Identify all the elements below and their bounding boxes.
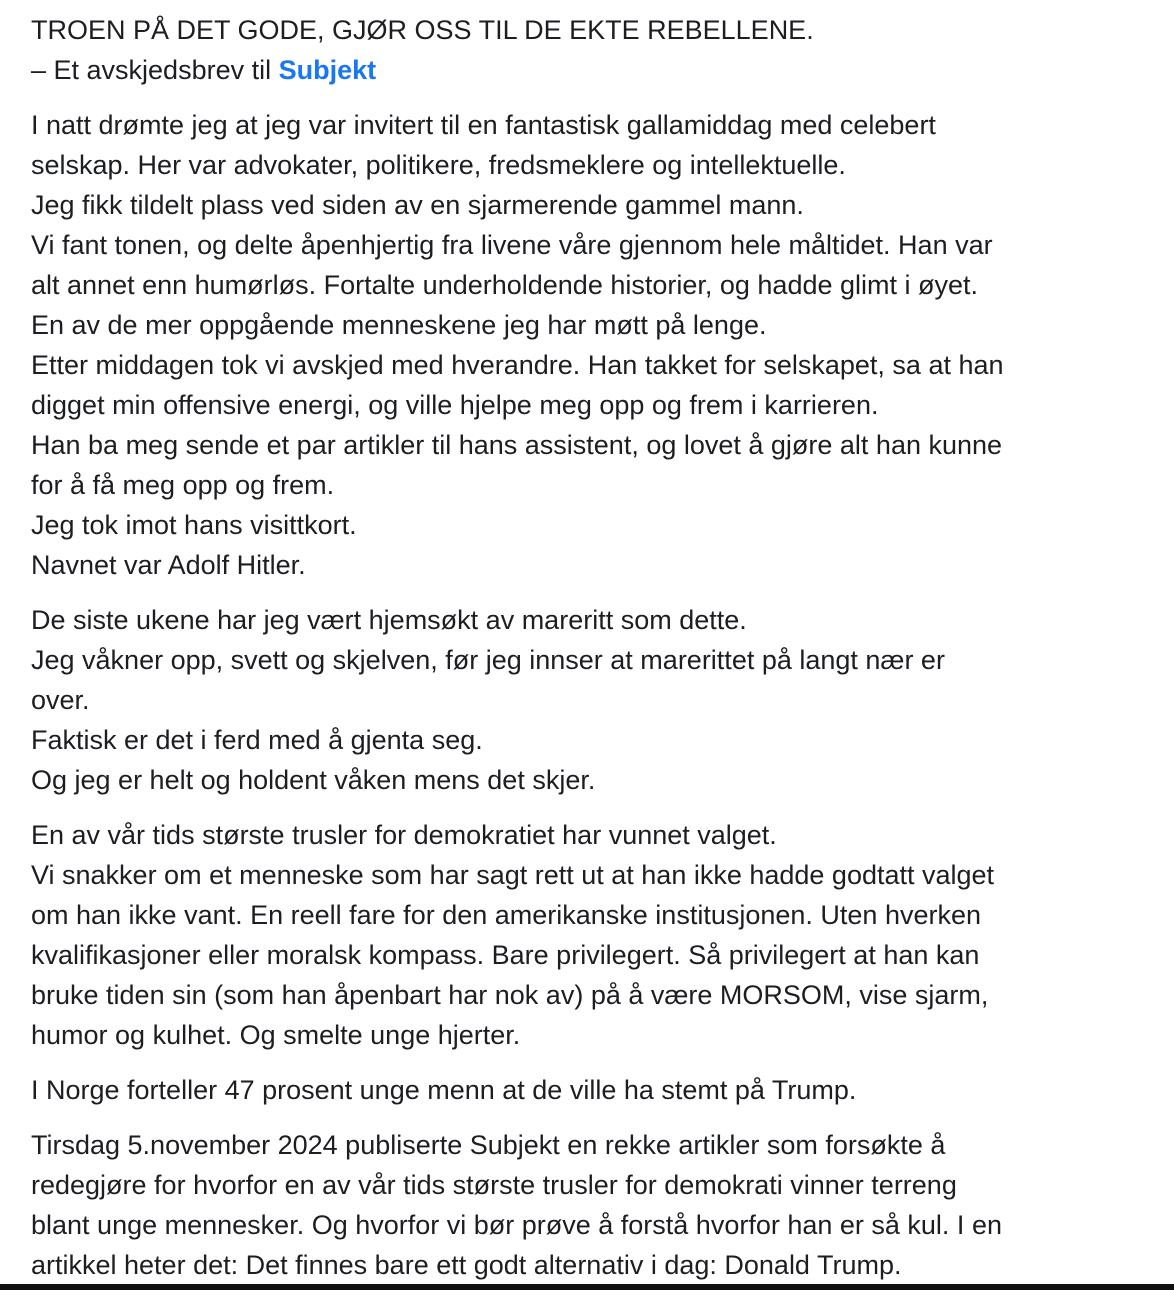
subtitle-text: – Et avskjedsbrev til: [31, 55, 279, 85]
paragraph-line: Tirsdag 5.november 2024 publiserte Subjekt en rekke artikler som forsøkte å: [31, 1130, 946, 1160]
paragraph-line: alt annet enn humørløs. Fortalte underholdende historier, og hadde glimt i øyet.: [31, 270, 979, 300]
paragraph-line: Jeg tok imot hans visittkort.: [31, 510, 357, 540]
paragraph-line: om han ikke vant. En reell fare for den amerikanske institusjonen. Uten hverken: [31, 900, 981, 930]
paragraph-line: En av vår tids største trusler for demokratiet har vunnet valget.: [31, 820, 777, 850]
post-title: TROEN PÅ DET GODE, GJØR OSS TIL DE EKTE REBELLENE.: [31, 15, 814, 45]
post-paragraph: [31, 105, 1156, 585]
paragraph-line: Vi snakker om et menneske som har sagt rett ut at han ikke hadde godtatt valget: [31, 860, 995, 890]
post-paragraph: [31, 1070, 1156, 1110]
paragraph-line: kvalifikasjoner eller moralsk kompass. Bare privilegert. Så privilegert at han kan: [31, 940, 980, 970]
paragraph-line: Han ba meg sende et par artikler til hans assistent, og lovet å gjøre alt han kunne: [31, 430, 1003, 460]
paragraph-line: Etter middagen tok vi avskjed med hverandre. Han takket for selskapet, sa at han: [31, 350, 1004, 380]
paragraph-line: Navnet var Adolf Hitler.: [31, 550, 306, 580]
paragraph-line: Jeg våkner opp, svett og skjelven, før jeg innser at marerittet på langt nær er: [31, 645, 945, 675]
paragraph-line: Faktisk er det i ferd med å gjenta seg.: [31, 725, 483, 755]
post-subtitle: [31, 50, 1156, 90]
post-paragraph: [31, 1125, 1156, 1285]
post-paragraphs: [31, 105, 1156, 1285]
bottom-edge-divider: [0, 1284, 1174, 1290]
paragraph-line: over.: [31, 685, 90, 715]
paragraph-line: for å få meg opp og frem.: [31, 470, 335, 500]
paragraph-line: Jeg fikk tildelt plass ved siden av en sjarmerende gammel mann.: [31, 190, 804, 220]
post-heading: [31, 10, 1156, 90]
mention-link-subjekt[interactable]: Subjekt: [278, 55, 377, 85]
paragraph-line: humor og kulhet. Og smelte unge hjerter.: [31, 1020, 521, 1050]
paragraph-line: blant unge mennesker. Og hvorfor vi bør prøve å forstå hvorfor han er så kul. I en: [31, 1210, 1002, 1240]
paragraph-line: redegjøre for hvorfor en av vår tids største trusler for demokrati vinner terreng: [31, 1170, 957, 1200]
paragraph-line: digget min offensive energi, og ville hjelpe meg opp og frem i karrieren.: [31, 390, 879, 420]
post-paragraph: [31, 815, 1156, 1055]
post-body: [31, 10, 1156, 1300]
paragraph-line: Og jeg er helt og holdent våken mens det skjer.: [31, 765, 596, 795]
paragraph-line: bruke tiden sin (som han åpenbart har nok av) på å være MORSOM, vise sjarm,: [31, 980, 989, 1010]
paragraph-line: De siste ukene har jeg vært hjemsøkt av mareritt som dette.: [31, 605, 747, 635]
paragraph-line: I natt drømte jeg at jeg var invitert til en fantastisk gallamiddag med celebert: [31, 110, 936, 140]
post-paragraph: [31, 600, 1156, 800]
paragraph-line: I Norge forteller 47 prosent unge menn at de ville ha stemt på Trump.: [31, 1075, 857, 1105]
paragraph-line: selskap. Her var advokater, politikere, fredsmeklere og intellektuelle.: [31, 150, 846, 180]
paragraph-line: Vi fant tonen, og delte åpenhjertig fra livene våre gjennom hele måltidet. Han var: [31, 230, 993, 260]
paragraph-line: artikkel heter det: Det finnes bare ett godt alternativ i dag: Donald Trump.: [31, 1250, 902, 1280]
paragraph-line: En av de mer oppgående menneskene jeg har møtt på lenge.: [31, 310, 767, 340]
